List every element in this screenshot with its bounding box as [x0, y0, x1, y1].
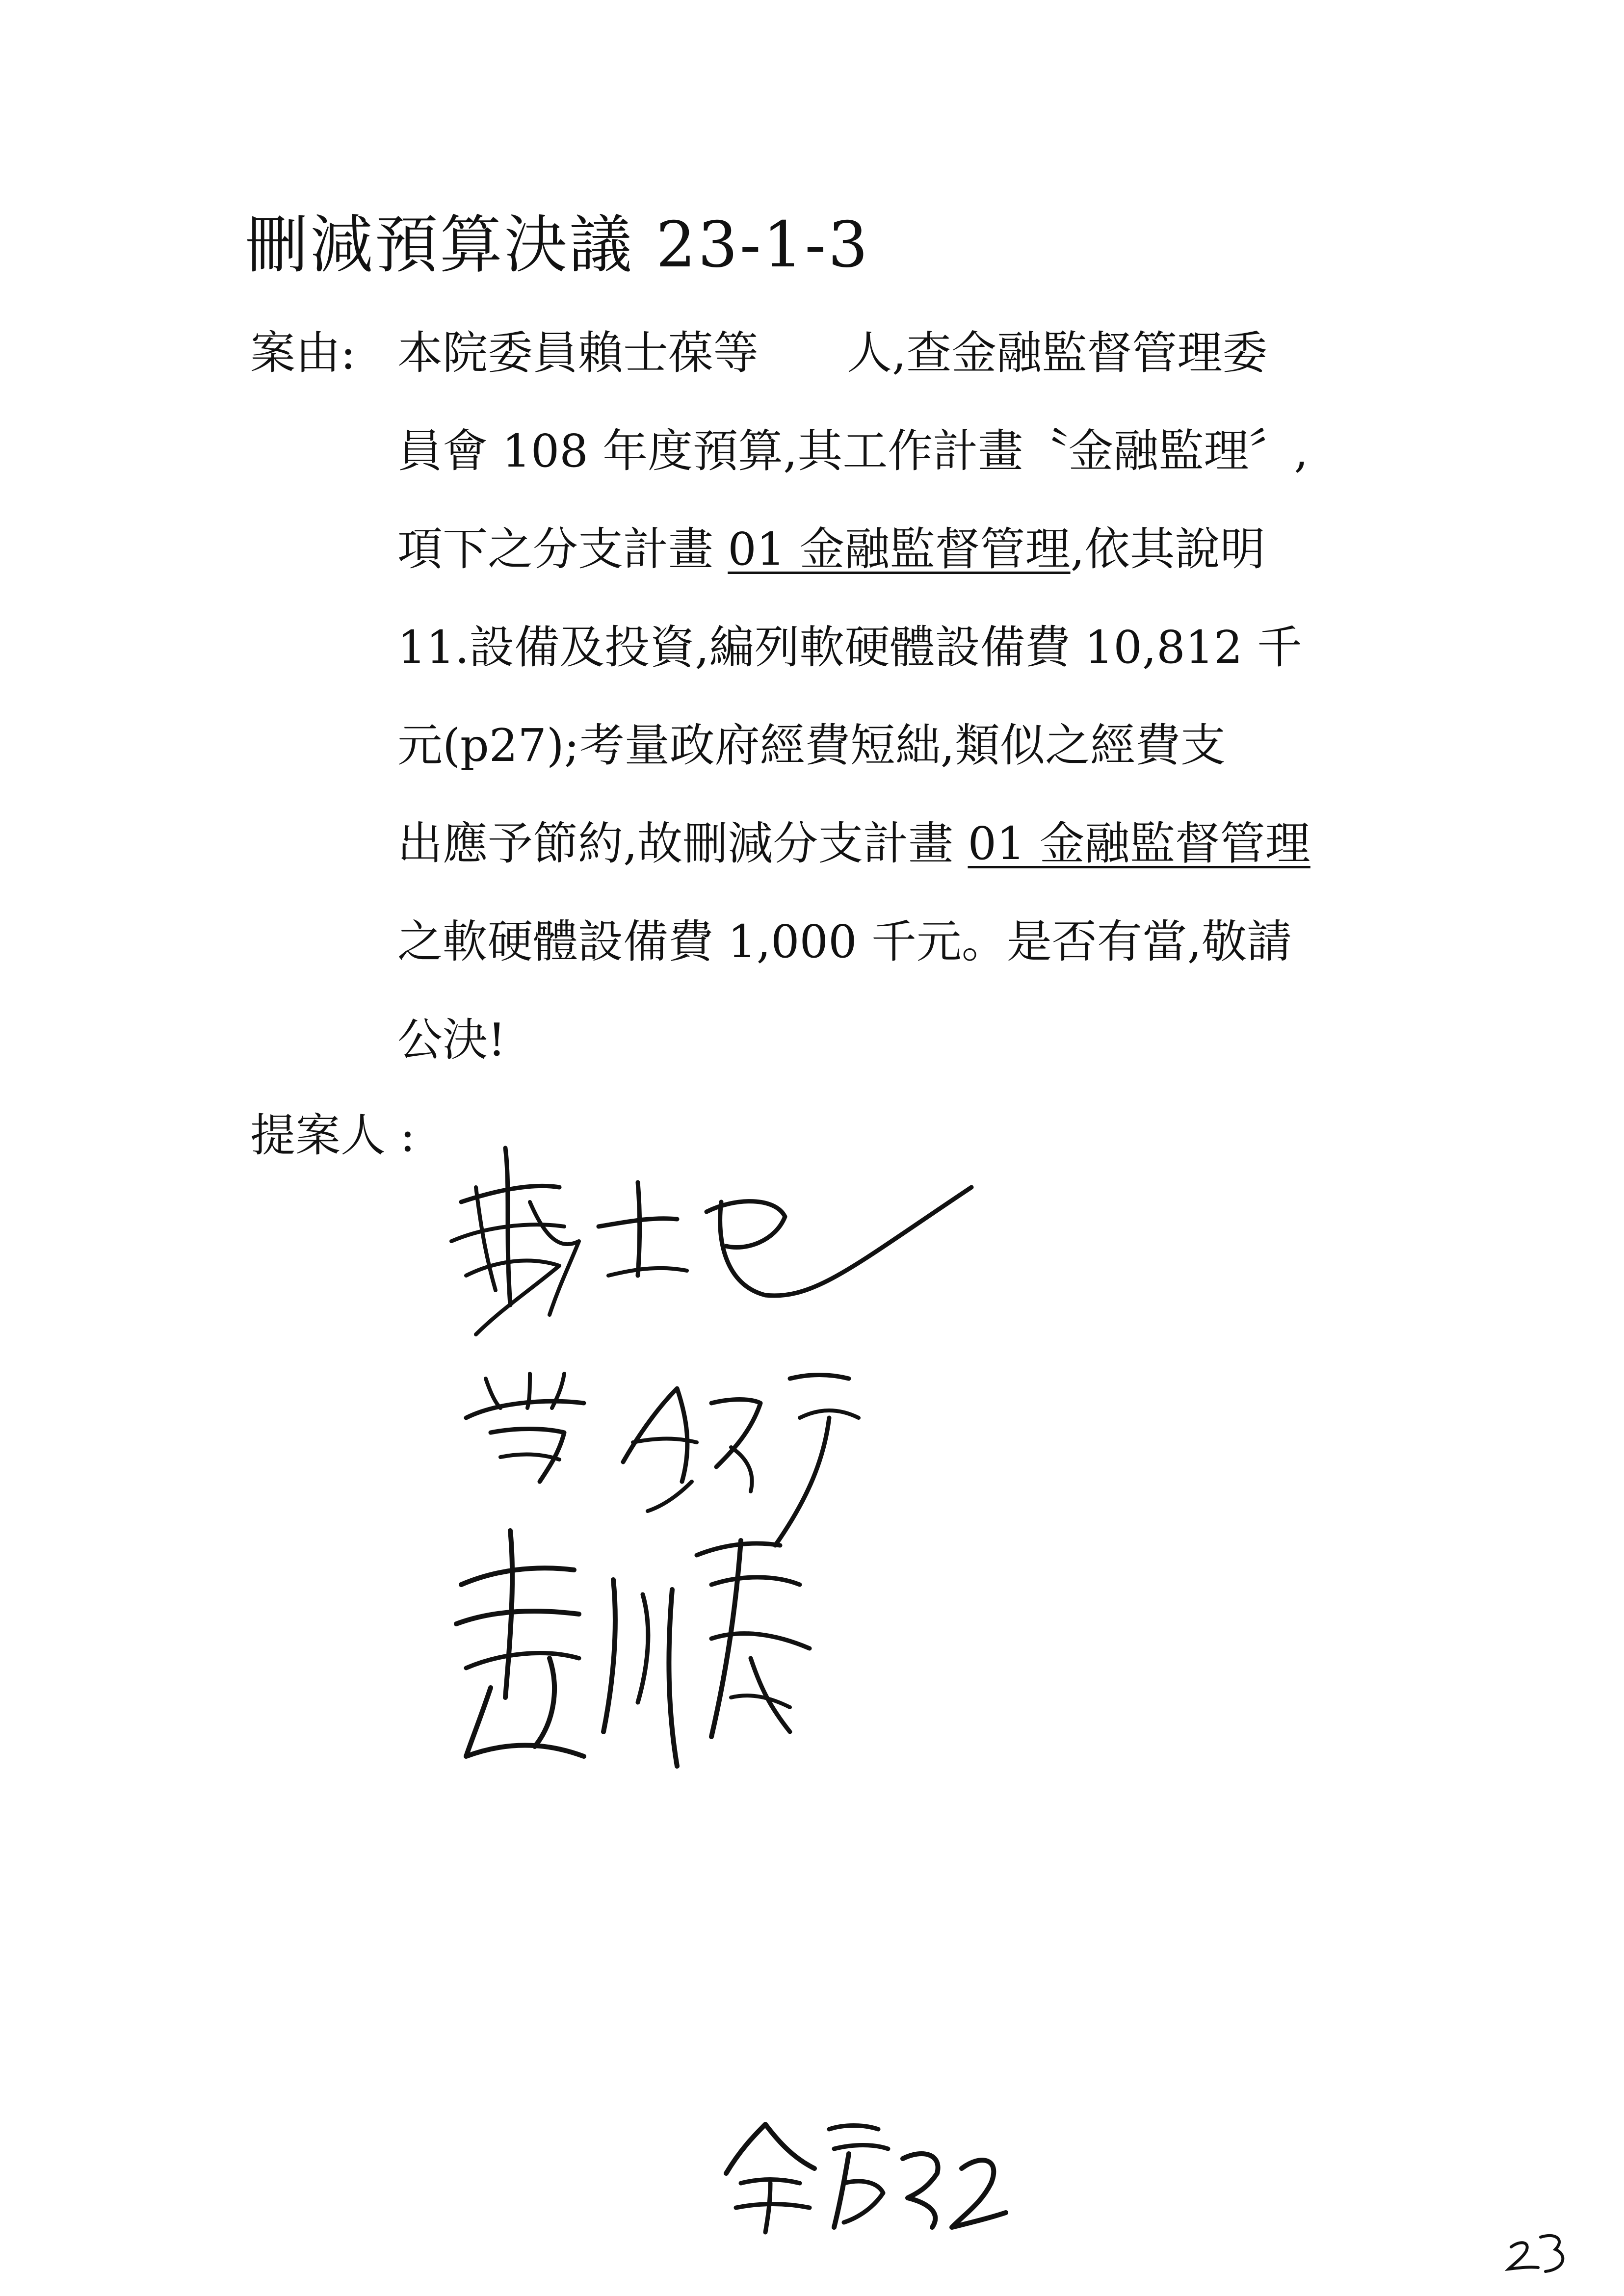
motion-line-1-part-b: 人,查金融監督管理委: [847, 327, 1268, 379]
program-name-underlined-2: 01 金融監督管理: [968, 817, 1310, 870]
page-number-mark: [1501, 2227, 1570, 2278]
motion-line-8: 公決!: [397, 1014, 506, 1066]
motion-line-1-part-a: 本院委員賴士葆等: [397, 327, 759, 379]
motion-line-1: [397, 324, 1267, 383]
motion-line-6: [397, 814, 1310, 873]
signature-3: [437, 1511, 854, 1786]
motion-line-2: 員會 108 年度預算,其工作計畫〝金融監理〞,: [397, 425, 1309, 477]
signature-1: [432, 1128, 996, 1354]
motion-line-5: 元(p27);考量政府經費短絀,類似之經費支: [397, 719, 1226, 772]
motion-line-6-part-a: 出應予節約,故刪減分支計畫: [397, 817, 968, 870]
motion-line-3: [397, 520, 1265, 579]
motion-line-4: 11.設備及投資,編列軟硬體設備費 10,812 千: [397, 621, 1302, 674]
program-name-underlined: 01 金融監督管理: [728, 523, 1071, 575]
motion-label: 案由:: [250, 327, 356, 379]
motion-line-3-part-a: 項下之分支計畫: [397, 523, 728, 575]
motion-line-3-part-b: ,依其說明: [1070, 523, 1265, 575]
proposer-label: 提案人 :: [250, 1109, 416, 1162]
motion-line-7: 之軟硬體設備費 1,000 千元。是否有當,敬請: [397, 915, 1292, 968]
page-title: 刪減預算決議 23-1-3: [245, 209, 870, 282]
stamp-handwritten: [707, 2110, 1011, 2237]
